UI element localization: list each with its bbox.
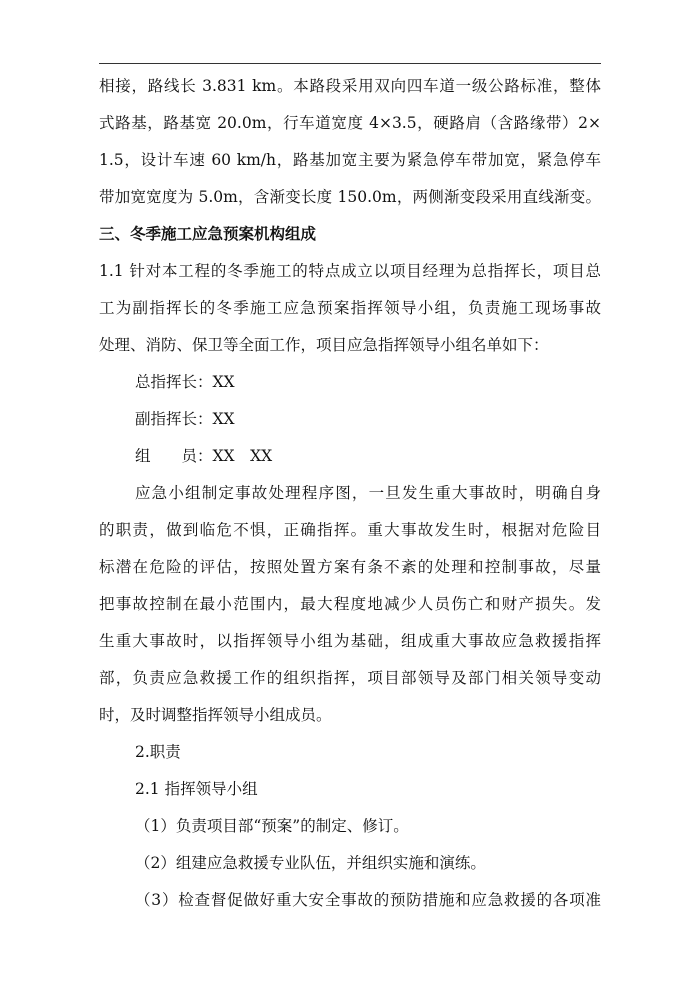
intro-line-4: 带加宽宽度为 5.0m，含渐变长度 150.0m，两侧渐变段采用直线渐变。: [99, 188, 601, 206]
roster-members: 组 员：XX XX: [135, 447, 273, 465]
section-heading: 三、冬季施工应急预案机构组成: [99, 224, 317, 243]
roster-deputy: 副指挥长：XX: [135, 410, 235, 428]
procedure-line-4: 把事故控制在最小范围内，最大程度地减少人员伤亡和财产损失。发: [99, 595, 601, 613]
header-rule: [99, 63, 601, 64]
section-2-1-heading: 2.1 指挥领导小组: [135, 780, 258, 798]
intro-line-2: 式路基，路基宽 20.0m，行车道宽度 4×3.5，硬路肩（含路缘带）2×: [99, 114, 601, 132]
procedure-line-3: 标潜在危险的评估，按照处置方案有条不紊的处理和控制事故，尽量: [99, 558, 601, 576]
intro-line-1: 相接，路线长 3.831 km。本路段采用双向四车道一级公路标准，整体: [99, 77, 601, 95]
item-3: （3）检查督促做好重大安全事故的预防措施和应急救援的各项准: [135, 891, 601, 909]
procedure-line-6: 部，负责应急救援工作的组织指挥，项目部领导及部门相关领导变动: [99, 669, 601, 687]
para-1-1-line-2: 工为副指挥长的冬季施工应急预案指挥领导小组，负责施工现场事故: [99, 299, 601, 317]
procedure-line-5: 生重大事故时，以指挥领导小组为基础，组成重大事故应急救援指挥: [99, 632, 601, 650]
procedure-line-2: 的职责，做到临危不惧，正确指挥。重大事故发生时，根据对危险目: [99, 521, 601, 539]
section-2-heading: 2.职责: [135, 743, 181, 761]
procedure-line-7: 时，及时调整指挥领导小组成员。: [99, 706, 332, 724]
intro-line-3: 1.5，设计车速 60 km/h，路基加宽主要为紧急停车带加宽，紧急停车: [99, 151, 601, 169]
item-2: （2）组建应急救援专业队伍，并组织实施和演练。: [135, 854, 486, 872]
procedure-line-1: 应急小组制定事故处理程序图，一旦发生重大事故时，明确自身: [135, 484, 601, 502]
roster-chief: 总指挥长：XX: [135, 373, 235, 391]
para-1-1-line-3: 处理、消防、保卫等全面工作，项目应急指挥领导小组名单如下：: [99, 336, 549, 354]
para-1-1-line-1: 1.1 针对本工程的冬季施工的特点成立以项目经理为总指挥长，项目总: [99, 262, 601, 280]
item-1: （1）负责项目部“预案”的制定、修订。: [135, 817, 409, 835]
